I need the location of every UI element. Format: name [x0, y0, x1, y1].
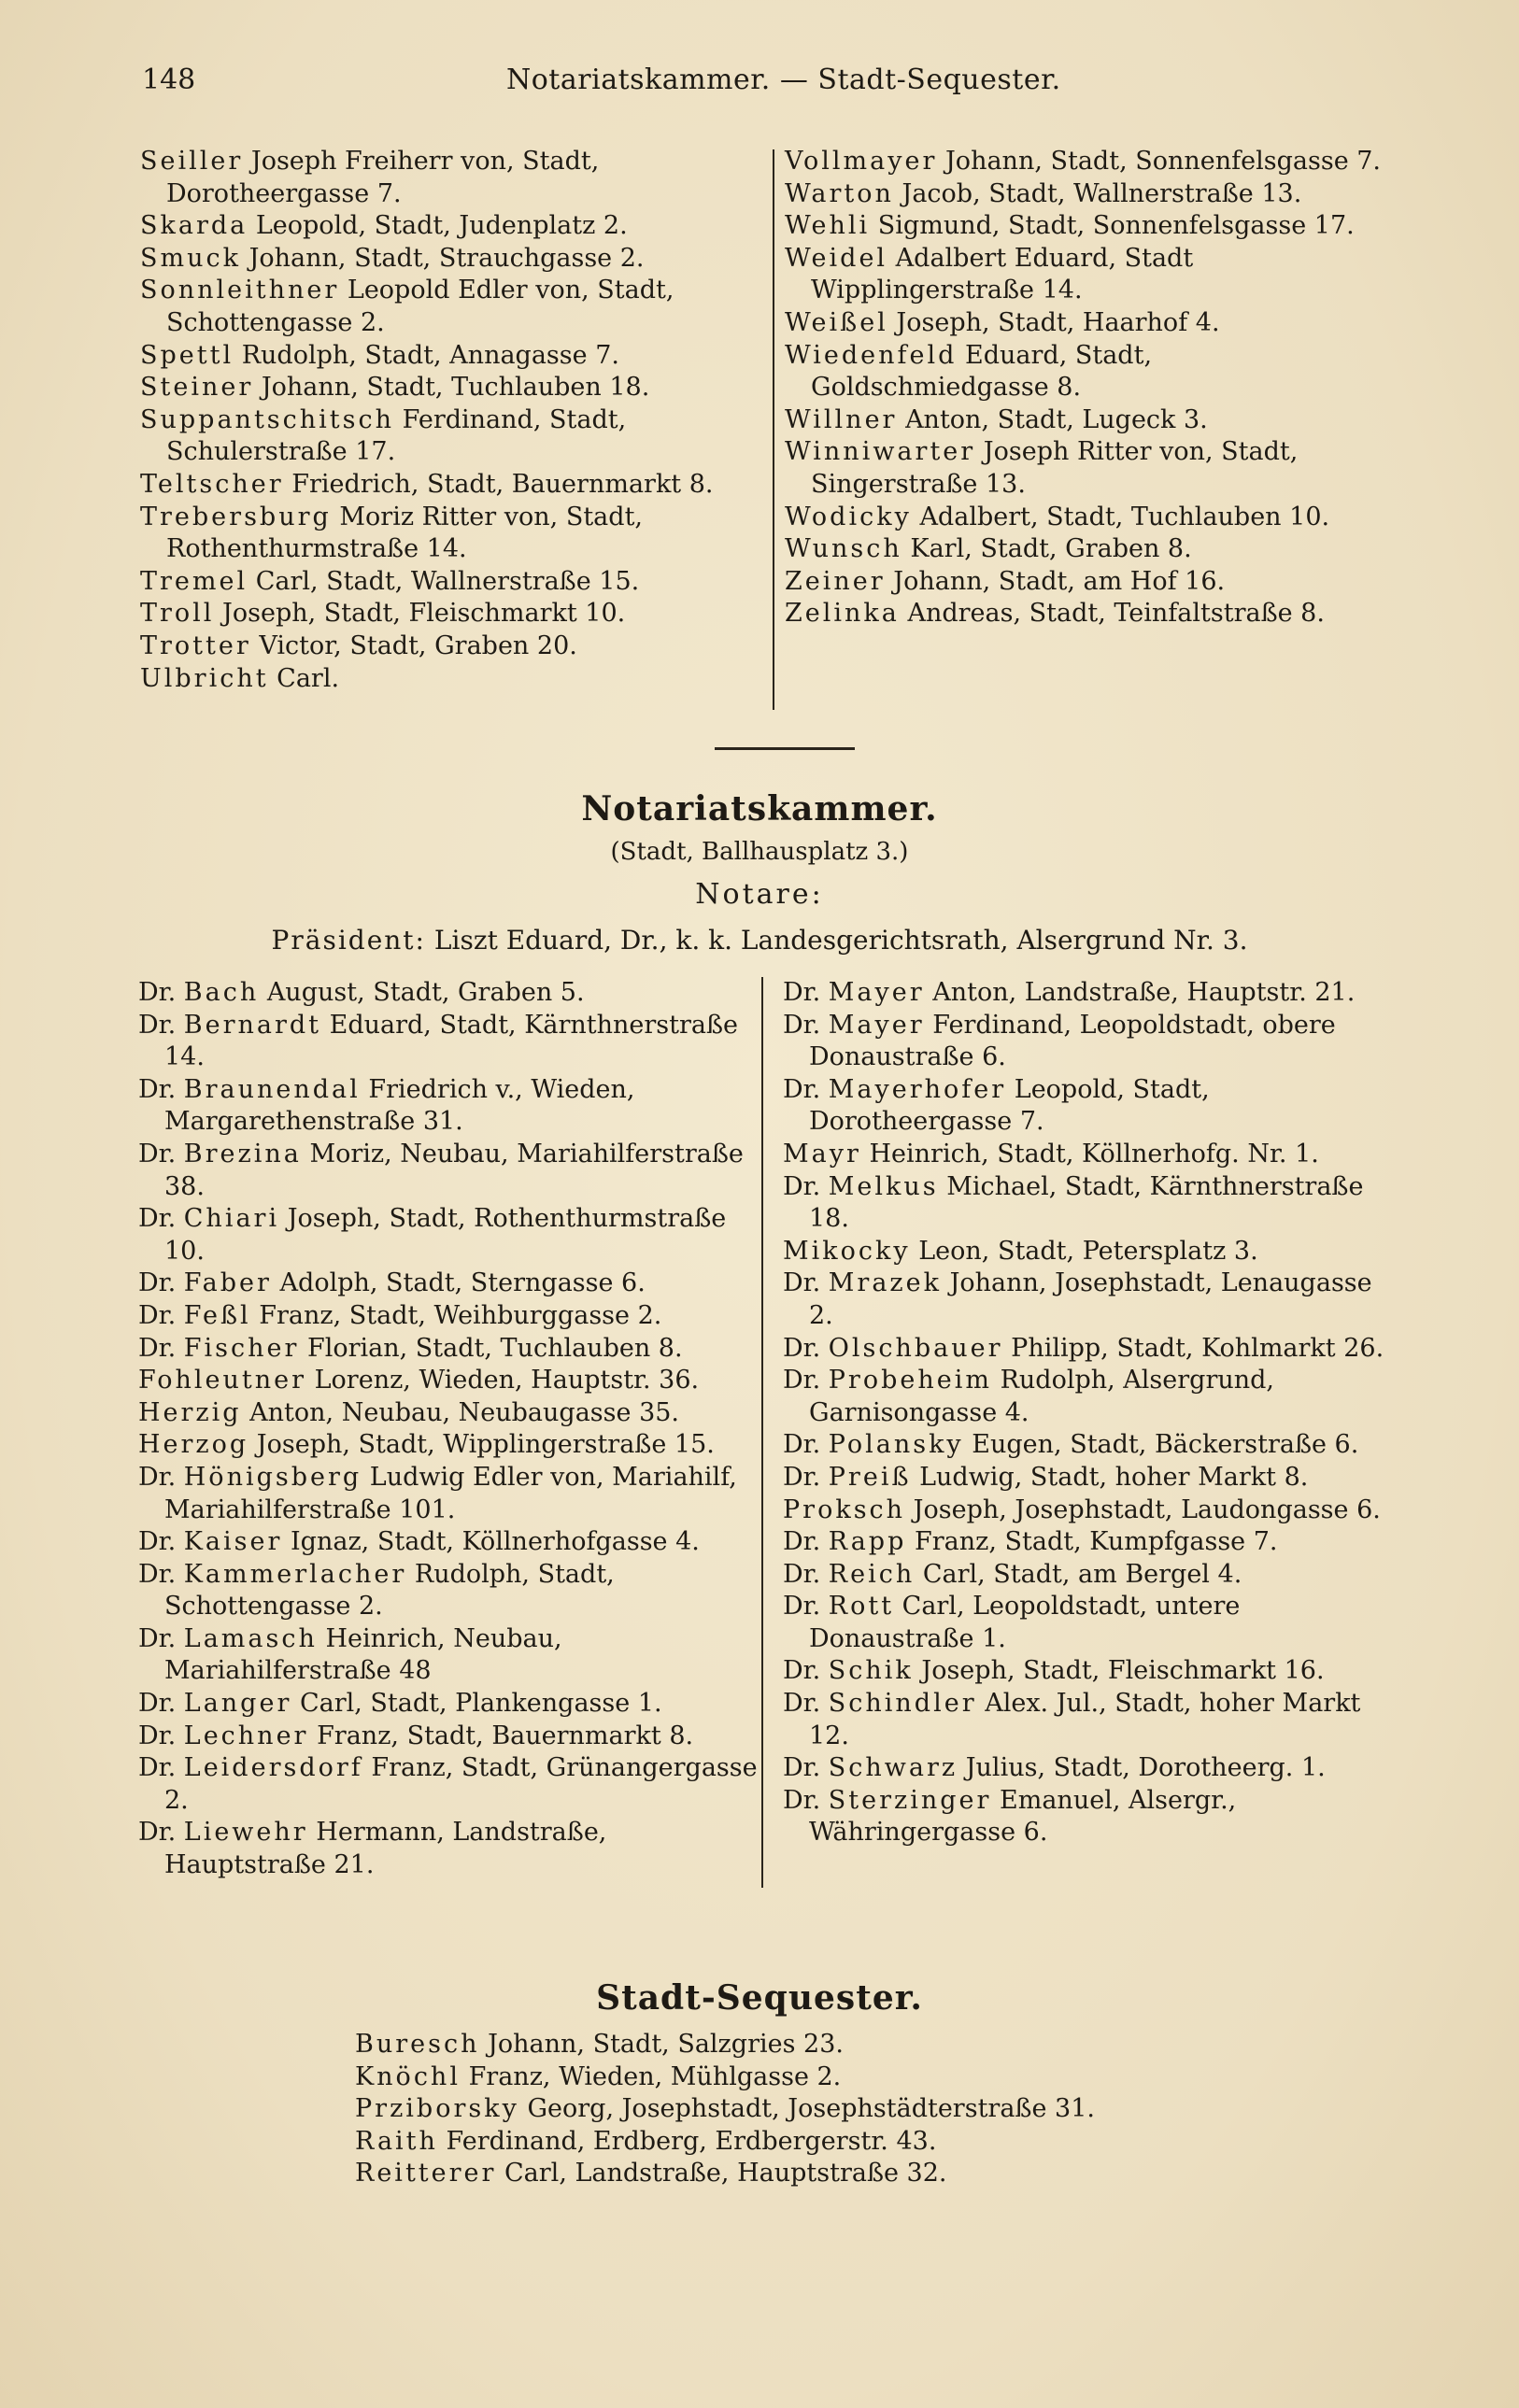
entry-title-prefix: Dr. — [138, 1204, 177, 1234]
entry-surname: Suppantschitsch — [140, 404, 395, 434]
entry-title-prefix: Dr. — [783, 1559, 821, 1589]
entry-details: Leopold Edler von, Stadt, Schottengasse 2. — [166, 276, 674, 337]
entry-details: Johann, Stadt, Tuchlauben 18. — [261, 373, 650, 403]
entry-title-prefix: Dr. — [138, 1462, 177, 1492]
entry-surname: Seiller — [140, 147, 244, 176]
directory-entry — [140, 663, 757, 696]
entry-surname: Warton — [785, 178, 894, 208]
entry-details: Johann, Stadt, am Hof 16. — [893, 566, 1226, 596]
entry-title-prefix: Dr. — [138, 1139, 177, 1169]
entry-surname: Polansky — [828, 1430, 964, 1460]
notariatskammer-address: (Stadt, Ballhausplatz 3.) — [610, 838, 909, 866]
directory-entry — [140, 630, 757, 663]
entry-surname: Mayerhofer — [828, 1074, 1007, 1104]
page-header — [142, 64, 1392, 110]
entry-details: Eduard, Stadt, Goldschmiedgasse 8. — [811, 340, 1153, 403]
entry-details: Joseph, Josephstadt, Laudongasse 6. — [913, 1494, 1381, 1524]
directory-entry — [783, 1752, 1399, 1785]
directory-entry — [140, 598, 757, 630]
entry-title-prefix: Dr. — [783, 1527, 821, 1557]
directory-entry — [783, 1074, 1399, 1139]
entry-surname: Wehli — [785, 211, 871, 241]
entry-surname: Fischer — [183, 1333, 300, 1363]
entry-title-prefix: Dr. — [783, 1592, 821, 1622]
stadt-sequester-list — [355, 2029, 1095, 2190]
directory-entry — [785, 243, 1392, 307]
entry-details: Moriz Ritter von, Stadt, Rothenthurmstraße 14. — [166, 502, 643, 564]
directory-entry — [783, 1494, 1399, 1527]
entry-surname: Weidel — [785, 243, 888, 273]
praesident-label: Präsident: — [271, 925, 426, 956]
entry-surname: Trebersburg — [140, 502, 332, 531]
entry-title-prefix: Dr. — [138, 1333, 177, 1363]
entry-surname: Rott — [828, 1592, 895, 1622]
entry-title-prefix: Dr. — [138, 1074, 177, 1104]
entry-title-prefix: Dr. — [138, 1300, 177, 1330]
entry-title-prefix: Dr. — [138, 1689, 177, 1719]
entry-surname: Spettl — [140, 340, 234, 370]
entry-surname: Chiari — [183, 1204, 280, 1234]
entry-details: Moriz, Neubau, Mariahilferstraße 38. — [164, 1139, 744, 1201]
directory-entry — [138, 1688, 760, 1721]
entry-details: Joseph, Stadt, Fleischmarkt 10. — [222, 599, 626, 629]
entry-details: Joseph Freiherr von, Stadt, Dorotheergasse 7. — [166, 147, 600, 208]
entry-surname: Proksch — [783, 1494, 906, 1524]
directory-entry — [355, 2126, 1095, 2159]
directory-entry — [783, 1559, 1399, 1592]
directory-entry — [138, 1365, 760, 1397]
entry-surname: Mrazek — [828, 1268, 942, 1298]
entry-title-prefix: Dr. — [138, 1268, 177, 1298]
entry-details: Johann, Stadt, Sonnenfelsgasse 7. — [944, 147, 1382, 176]
entry-title-prefix: Dr. — [138, 978, 177, 1007]
entry-details: Carl, Landstraße, Hauptstraße 32. — [504, 2159, 947, 2188]
directory-entry — [785, 146, 1392, 178]
directory-entry — [785, 178, 1392, 211]
entry-title-prefix: Dr. — [138, 1753, 177, 1783]
entry-surname: Smuck — [140, 243, 241, 273]
directory-entry — [355, 2061, 1095, 2094]
directory-entry — [138, 1462, 760, 1526]
page-number: 148 — [142, 64, 196, 96]
entry-details: Eduard, Stadt, Kärnthnerstraße 14. — [164, 1010, 739, 1072]
entry-details: Victor, Stadt, Graben 20. — [259, 630, 577, 660]
entry-surname: Faber — [183, 1268, 272, 1298]
entry-surname: Reitterer — [355, 2159, 497, 2188]
directory-entry — [783, 1591, 1399, 1655]
entry-title-prefix: Dr. — [138, 1721, 177, 1750]
entry-surname: Ulbricht — [140, 663, 269, 693]
section-rule — [715, 747, 855, 750]
directory-entry — [783, 1429, 1399, 1462]
directory-entry — [783, 1785, 1399, 1849]
directory-entry — [785, 404, 1392, 437]
directory-column-right — [785, 146, 1392, 630]
entry-surname: Schwarz — [828, 1753, 958, 1783]
entry-details: Friedrich v., Wieden, Margarethenstraße 31. — [164, 1074, 635, 1137]
directory-entry — [785, 566, 1392, 599]
entry-details: Leon, Stadt, Petersplatz 3. — [918, 1236, 1258, 1266]
entry-details: Ferdinand, Stadt, Schulerstraße 17. — [166, 404, 627, 467]
directory-entry — [785, 210, 1392, 243]
directory-entry — [783, 1268, 1399, 1332]
directory-entry — [138, 1333, 760, 1366]
directory-entry — [785, 340, 1392, 404]
directory-entry — [140, 372, 757, 404]
entry-details: Ludwig, Stadt, hoher Markt 8. — [919, 1462, 1309, 1492]
entry-surname: Preiß — [828, 1462, 912, 1492]
entry-details: August, Stadt, Graben 5. — [266, 978, 585, 1007]
entry-details: Carl, Stadt, Wallnerstraße 15. — [255, 566, 640, 596]
entry-details: Adolph, Stadt, Sterngasse 6. — [279, 1268, 646, 1298]
entry-surname: Raith — [355, 2126, 438, 2156]
entry-surname: Lechner — [183, 1721, 309, 1750]
entry-surname: Olschbauer — [828, 1333, 1003, 1363]
entry-details: Karl, Stadt, Graben 8. — [910, 534, 1192, 564]
entry-details: Georg, Josephstadt, Josephstädterstraße 31. — [527, 2094, 1095, 2123]
entry-title-prefix: Dr. — [138, 1818, 177, 1848]
stadt-sequester-title: Stadt-Sequester. — [596, 1978, 923, 2018]
directory-entry — [783, 1655, 1399, 1688]
directory-entry — [138, 1074, 760, 1139]
entry-surname: Leidersdorf — [183, 1753, 363, 1783]
entry-title-prefix: Dr. — [138, 1010, 177, 1040]
entry-details: Rudolph, Alsergrund, Garnisongasse 4. — [809, 1366, 1275, 1427]
entry-surname: Teltscher — [140, 469, 284, 499]
directory-entry — [138, 1139, 760, 1203]
entry-title-prefix: Dr. — [783, 1656, 821, 1686]
entry-surname: Trotter — [140, 630, 251, 660]
directory-entry — [140, 469, 757, 502]
entry-surname: Prziborsky — [355, 2094, 519, 2123]
directory-entry — [783, 1688, 1399, 1752]
running-title: Notariatskammer. — Stadt-Sequester. — [506, 64, 1061, 96]
entry-surname: Troll — [140, 599, 215, 629]
directory-entry — [138, 1010, 760, 1074]
directory-entry — [138, 1203, 760, 1268]
entry-details: Jacob, Stadt, Wallnerstraße 13. — [901, 178, 1302, 208]
entry-surname: Tremel — [140, 566, 248, 596]
directory-entry — [138, 1429, 760, 1462]
entry-details: Rudolph, Stadt, Schottengasse 2. — [164, 1559, 615, 1622]
entry-surname: Herzig — [138, 1397, 242, 1427]
entry-surname: Wiedenfeld — [785, 340, 958, 370]
entry-details: Franz, Stadt, Kumpfgasse 7. — [914, 1527, 1278, 1557]
entry-surname: Skarda — [140, 211, 248, 241]
directory-entry — [785, 307, 1392, 340]
directory-entry — [783, 1365, 1399, 1429]
entry-details: Leopold, Stadt, Dorotheergasse 7. — [809, 1074, 1210, 1137]
entry-details: Ludwig Edler von, Mariahilf, Mariahilferstraße 101. — [164, 1462, 737, 1524]
entry-details: Joseph, Stadt, Haarhof 4. — [896, 307, 1220, 337]
entry-details: Ignaz, Stadt, Köllnerhofgasse 4. — [291, 1527, 700, 1557]
entry-title-prefix: Dr. — [783, 1366, 821, 1395]
column-divider-notare — [761, 977, 763, 1888]
directory-entry — [138, 1268, 760, 1300]
directory-entry — [783, 1139, 1399, 1171]
entry-surname: Probeheim — [828, 1366, 992, 1395]
notare-column-left — [138, 977, 760, 1882]
directory-entry — [783, 1010, 1399, 1074]
entry-details: Philipp, Stadt, Kohlmarkt 26. — [1011, 1333, 1384, 1363]
entry-details: Carl. — [277, 663, 340, 693]
entry-surname: Schik — [828, 1656, 914, 1686]
entry-details: Hermann, Landstraße, Hauptstraße 21. — [164, 1818, 607, 1880]
entry-details: Andreas, Stadt, Teinfaltstraße 8. — [907, 599, 1325, 629]
entry-details: Joseph Ritter von, Stadt, Singerstraße 13. — [811, 437, 1299, 499]
entry-details: Johann, Stadt, Salzgries 23. — [488, 2030, 844, 2059]
directory-entry — [785, 598, 1392, 630]
entry-details: Franz, Stadt, Grünangergasse 2. — [164, 1753, 758, 1815]
entry-details: Joseph, Stadt, Fleischmarkt 16. — [921, 1656, 1325, 1686]
directory-entry — [138, 1397, 760, 1430]
entry-surname: Kaiser — [183, 1527, 283, 1557]
entry-details: Anton, Neubau, Neubaugasse 35. — [249, 1397, 680, 1427]
notare-column-right — [783, 977, 1399, 1849]
entry-surname: Steiner — [140, 373, 254, 403]
entry-surname: Mayr — [783, 1139, 861, 1169]
entry-details: Adalbert Eduard, Stadt Wipplingerstraße 14. — [811, 243, 1194, 305]
directory-entry — [355, 2093, 1095, 2126]
directory-entry — [138, 1300, 760, 1333]
directory-entry — [355, 2158, 1095, 2190]
entry-surname: Rapp — [828, 1527, 907, 1557]
entry-surname: Mayer — [828, 1010, 925, 1040]
entry-details: Franz, Stadt, Bauernmarkt 8. — [317, 1721, 694, 1750]
entry-title-prefix: Dr. — [783, 1430, 821, 1460]
entry-details: Carl, Leopoldstadt, untere Donaustraße 1. — [809, 1592, 1241, 1653]
entry-surname: Willner — [785, 404, 898, 434]
entry-details: Johann, Josephstadt, Lenaugasse 2. — [809, 1268, 1372, 1330]
directory-entry — [138, 1526, 760, 1559]
entry-title-prefix: Dr. — [138, 1623, 177, 1653]
directory-entry — [140, 275, 757, 339]
entry-details: Heinrich, Stadt, Köllnerhofg. Nr. 1. — [869, 1139, 1319, 1169]
entry-title-prefix: Dr. — [783, 1171, 821, 1201]
entry-details: Ferdinand, Leopoldstadt, obere Donaustraße 6. — [809, 1010, 1336, 1072]
entry-surname: Kammerlacher — [183, 1559, 407, 1589]
directory-entry — [783, 1171, 1399, 1236]
entry-details: Sigmund, Stadt, Sonnenfelsgasse 17. — [877, 211, 1355, 241]
entry-title-prefix: Dr. — [138, 1559, 177, 1589]
entry-surname: Liewehr — [183, 1818, 308, 1848]
praesident-line — [0, 925, 1519, 956]
entry-details: Anton, Stadt, Lugeck 3. — [905, 404, 1208, 434]
entry-details: Carl, Stadt, am Bergel 4. — [922, 1559, 1242, 1589]
praesident-text: Liszt Eduard, Dr., k. k. Landesgerichtsrath, Alsergrund Nr. 3. — [433, 925, 1248, 956]
directory-entry — [783, 1462, 1399, 1494]
entry-details: Rudolph, Stadt, Annagasse 7. — [241, 340, 619, 370]
directory-entry — [785, 436, 1392, 501]
entry-details: Julius, Stadt, Dorotheerg. 1. — [965, 1753, 1326, 1783]
directory-entry — [783, 977, 1399, 1010]
entry-surname: Braunendal — [183, 1074, 361, 1104]
directory-entry — [138, 1817, 760, 1881]
entry-details: Joseph, Stadt, Wipplingerstraße 15. — [256, 1430, 715, 1460]
entry-surname: Schindler — [828, 1689, 977, 1719]
notare-heading: Notare: — [695, 878, 824, 911]
directory-entry — [140, 146, 757, 210]
directory-entry — [140, 243, 757, 276]
entry-details: Eugen, Stadt, Bäckerstraße 6. — [972, 1430, 1359, 1460]
directory-column-left — [140, 146, 757, 695]
directory-entry — [140, 340, 757, 373]
entry-details: Michael, Stadt, Kärnthnerstraße 18. — [809, 1171, 1364, 1234]
entry-surname: Zelinka — [785, 599, 900, 629]
directory-entry — [785, 502, 1392, 534]
entry-surname: Wodicky — [785, 502, 912, 531]
entry-details: Carl, Stadt, Plankengasse 1. — [299, 1689, 662, 1719]
directory-entry — [138, 1623, 760, 1688]
entry-surname: Fohleutner — [138, 1366, 307, 1395]
entry-details: Johann, Stadt, Strauchgasse 2. — [248, 243, 645, 273]
directory-entry — [140, 404, 757, 469]
entry-details: Franz, Wieden, Mühlgasse 2. — [468, 2061, 842, 2091]
entry-details: Emanuel, Alsergr., Währingergasse 6. — [809, 1785, 1237, 1848]
entry-details: Alex. Jul., Stadt, hoher Markt 12. — [809, 1689, 1361, 1750]
directory-entry — [783, 1526, 1399, 1559]
entry-surname: Zeiner — [785, 566, 886, 596]
directory-entry — [783, 1236, 1399, 1268]
entry-title-prefix: Dr. — [783, 1689, 821, 1719]
entry-surname: Mayer — [828, 978, 925, 1007]
entry-details: Anton, Landstraße, Hauptstr. 21. — [932, 978, 1356, 1007]
entry-title-prefix: Dr. — [783, 1268, 821, 1298]
entry-details: Ferdinand, Erdberg, Erdbergerstr. 43. — [446, 2126, 937, 2156]
entry-surname: Weißel — [785, 307, 888, 337]
entry-surname: Vollmayer — [785, 147, 938, 176]
entry-title-prefix: Dr. — [783, 1010, 821, 1040]
entry-details: Joseph, Stadt, Rothenthurmstraße 10. — [164, 1204, 727, 1266]
entry-title-prefix: Dr. — [783, 1074, 821, 1104]
entry-surname: Bernardt — [183, 1010, 322, 1040]
directory-entry — [138, 1559, 760, 1623]
entry-title-prefix: Dr. — [138, 1527, 177, 1557]
entry-surname: Herzog — [138, 1430, 249, 1460]
entry-surname: Lamasch — [183, 1623, 318, 1653]
notariatskammer-title: Notariatskammer. — [581, 789, 938, 829]
entry-surname: Winniwarter — [785, 437, 976, 467]
entry-surname: Langer — [183, 1689, 292, 1719]
entry-surname: Sonnleithner — [140, 276, 340, 305]
directory-entry — [355, 2029, 1095, 2061]
directory-entry — [140, 210, 757, 243]
directory-entry — [138, 1721, 760, 1753]
entry-title-prefix: Dr. — [783, 1462, 821, 1492]
entry-details: Adalbert, Stadt, Tuchlauben 10. — [919, 502, 1330, 531]
entry-details: Franz, Stadt, Weihburggasse 2. — [259, 1300, 662, 1330]
directory-entry — [140, 502, 757, 566]
directory-entry — [138, 977, 760, 1010]
directory-entry — [785, 533, 1392, 566]
entry-surname: Brezina — [183, 1139, 302, 1169]
entry-details: Friedrich, Stadt, Bauernmarkt 8. — [291, 469, 714, 499]
entry-title-prefix: Dr. — [783, 1785, 821, 1815]
entry-surname: Bach — [183, 978, 260, 1007]
entry-details: Heinrich, Neubau, Mariahilferstraße 48 — [164, 1623, 562, 1686]
entry-surname: Knöchl — [355, 2061, 461, 2091]
entry-title-prefix: Dr. — [783, 978, 821, 1007]
entry-surname: Melkus — [828, 1171, 939, 1201]
entry-surname: Hönigsberg — [183, 1462, 362, 1492]
entry-title-prefix: Dr. — [783, 1753, 821, 1783]
entry-details: Leopold, Stadt, Judenplatz 2. — [255, 211, 628, 241]
entry-surname: Feßl — [183, 1300, 251, 1330]
column-divider-top — [773, 149, 774, 710]
directory-entry — [140, 566, 757, 599]
entry-surname: Wunsch — [785, 534, 902, 564]
entry-surname: Buresch — [355, 2030, 480, 2059]
entry-details: Florian, Stadt, Tuchlauben 8. — [306, 1333, 683, 1363]
entry-title-prefix: Dr. — [783, 1333, 821, 1363]
entry-surname: Sterzinger — [828, 1785, 992, 1815]
entry-surname: Reich — [828, 1559, 916, 1589]
directory-entry — [138, 1752, 760, 1817]
entry-details: Lorenz, Wieden, Hauptstr. 36. — [314, 1366, 700, 1395]
directory-entry — [783, 1333, 1399, 1366]
entry-surname: Mikocky — [783, 1236, 911, 1266]
